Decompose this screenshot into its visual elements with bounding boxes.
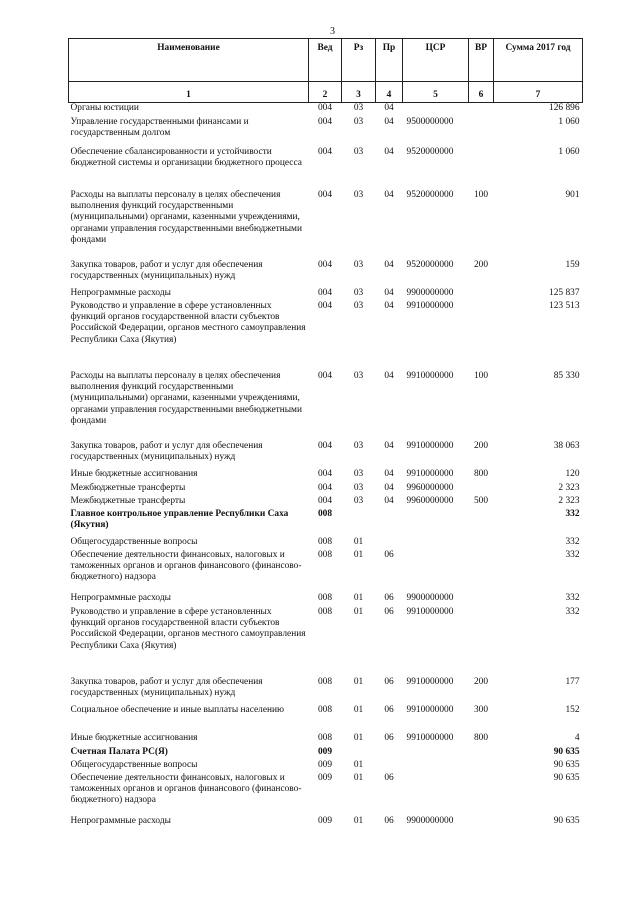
header-sum: Сумма 2017 год	[494, 39, 583, 82]
cell-sum: 2 323	[558, 482, 580, 493]
cell-vr	[469, 103, 494, 117]
cell-csr: 9960000000	[406, 482, 454, 493]
cell-ved: 008	[317, 508, 333, 519]
cell-pr: 04	[384, 468, 394, 479]
cell-csr: 9960000000	[406, 495, 454, 506]
table-row	[69, 733, 583, 747]
cell-vr	[469, 760, 494, 773]
cell-ved: 009	[317, 746, 333, 757]
cell-csr	[403, 747, 469, 760]
cell-name: Обеспечение деятельности финансовых, налоговых и таможенных органов и органов финансового (финансово-бюджетного) надзора	[70, 549, 302, 583]
table-row	[69, 483, 583, 496]
cell-pr: 04	[384, 300, 394, 311]
table-row	[69, 147, 583, 190]
cell-vr	[469, 147, 494, 190]
cell-csr: 9910000000	[406, 732, 454, 743]
cell-name: Непрограммные расходы	[70, 287, 171, 298]
cell-csr: 9520000000	[406, 189, 454, 200]
cell-vr: 800	[473, 468, 489, 479]
cell-ved: 004	[317, 287, 333, 298]
cell-csr: 9900000000	[406, 592, 454, 603]
cell-name: Иные бюджетные ассигнования	[70, 468, 198, 479]
cell-rz: 01	[353, 815, 364, 826]
cell-ved: 004	[317, 259, 333, 270]
table-row	[69, 260, 583, 288]
table-row	[69, 371, 583, 441]
cell-csr: 9910000000	[406, 468, 454, 479]
cell-name: Расходы на выплаты персоналу в целях обеспечения выполнения функций государственными (муниципальными) органами, казенными учреждениями, органами управления государственными внебюджетными фондами	[70, 189, 302, 246]
header-csr: ЦСР	[403, 39, 469, 82]
cell-sum: 901	[565, 189, 580, 200]
cell-ved: 009	[317, 815, 333, 826]
cell-vr: 800	[473, 732, 489, 743]
cell-vr: 100	[473, 370, 489, 381]
cell-pr	[376, 760, 403, 773]
cell-name: Руководство и управление в сфере установленных функций органов государственной власти субъектов Российской Федерации, органов местного самоуправления Республики Саха (Якутия)	[70, 606, 306, 651]
cell-vr: 200	[473, 259, 489, 270]
cell-rz: 01	[353, 676, 364, 687]
table-row	[69, 816, 583, 830]
cell-rz: 01	[353, 549, 364, 560]
cell-csr	[403, 509, 469, 537]
cell-csr	[403, 760, 469, 773]
cell-pr: 04	[384, 370, 394, 381]
cell-rz: 03	[353, 146, 364, 157]
cell-csr: 9910000000	[406, 606, 454, 617]
cell-name: Межбюджетные трансферты	[70, 495, 186, 506]
cell-csr	[403, 550, 469, 593]
cell-ved: 009	[317, 759, 333, 770]
table-row	[69, 190, 583, 260]
cell-sum: 90 635	[553, 815, 580, 826]
cell-name: Обеспечение сбалансированности и устойчивости бюджетной системы и организации бюджетного процесса	[70, 146, 302, 168]
table-row	[69, 760, 583, 773]
cell-name: Непрограммные расходы	[70, 592, 171, 603]
table-row	[69, 705, 583, 733]
cell-csr: 9910000000	[406, 704, 454, 715]
cell-ved: 004	[317, 440, 333, 451]
cell-ved: 004	[317, 103, 333, 113]
cell-rz: 03	[353, 300, 364, 311]
cell-name: Непрограммные расходы	[70, 815, 171, 826]
cell-csr: 9500000000	[406, 116, 454, 127]
cell-rz: 03	[353, 370, 364, 381]
table-row	[69, 496, 583, 509]
cell-pr: 04	[384, 440, 394, 451]
cell-name: Иные бюджетные ассигнования	[70, 732, 198, 743]
cell-sum: 177	[565, 676, 580, 687]
cell-sum: 90 635	[553, 759, 580, 770]
cell-name: Социальное обеспечение и иные выплаты населению	[70, 704, 285, 715]
cell-vr	[469, 537, 494, 550]
cell-ved: 004	[317, 300, 333, 311]
cell-pr: 06	[384, 732, 394, 743]
cell-ved: 004	[317, 146, 333, 157]
cell-ved: 008	[317, 606, 333, 617]
cell-rz: 01	[353, 592, 364, 603]
cell-pr: 06	[384, 772, 394, 783]
cell-csr: 9910000000	[406, 370, 454, 381]
table-body	[69, 103, 583, 830]
cell-sum: 126 896	[549, 103, 580, 113]
table-row	[69, 537, 583, 550]
cell-pr: 04	[384, 189, 394, 200]
cell-csr: 9910000000	[406, 300, 454, 311]
cell-vr	[469, 773, 494, 816]
cell-sum: 90 635	[553, 772, 580, 783]
cell-vr: 300	[473, 704, 489, 715]
cell-sum: 38 063	[553, 440, 580, 451]
header-number: 3	[342, 82, 376, 103]
header-row	[69, 39, 583, 82]
cell-name: Управление государственными финансами и государственным долгом	[70, 116, 249, 138]
cell-pr: 06	[384, 592, 394, 603]
header-vr: ВР	[469, 39, 494, 82]
cell-ved: 008	[317, 549, 333, 560]
cell-ved: 008	[317, 704, 333, 715]
cell-rz: 01	[353, 606, 364, 617]
cell-ved: 004	[317, 189, 333, 200]
table-row	[69, 607, 583, 677]
cell-sum: 123 513	[549, 300, 580, 311]
cell-name: Закупка товаров, работ и услуг для обеспечения государственных (муниципальных) нужд	[70, 440, 263, 462]
cell-sum: 2 323	[558, 495, 580, 506]
cell-pr	[376, 537, 403, 550]
table-row	[69, 469, 583, 483]
cell-pr: 04	[384, 259, 394, 270]
cell-vr: 200	[473, 440, 489, 451]
cell-rz: 03	[353, 468, 364, 479]
cell-vr	[469, 747, 494, 760]
cell-rz: 03	[353, 287, 364, 298]
cell-sum: 159	[565, 259, 580, 270]
cell-ved: 008	[317, 676, 333, 687]
cell-sum: 120	[565, 468, 580, 479]
cell-csr: 9900000000	[406, 815, 454, 826]
header-number: 6	[469, 82, 494, 103]
cell-sum: 332	[565, 508, 580, 519]
table-row	[69, 103, 583, 117]
cell-vr	[469, 301, 494, 371]
cell-pr: 04	[384, 103, 394, 113]
table-row	[69, 288, 583, 301]
cell-name: Органы юстиции	[70, 103, 139, 113]
cell-vr	[469, 816, 494, 830]
cell-ved: 004	[317, 468, 333, 479]
cell-sum: 1 060	[558, 146, 580, 157]
cell-name: Общегосударственные вопросы	[70, 759, 198, 770]
cell-name: Счетная Палата РС(Я)	[70, 746, 168, 757]
cell-vr	[469, 607, 494, 677]
table-row	[69, 301, 583, 371]
cell-pr: 06	[384, 606, 394, 617]
cell-pr: 04	[384, 495, 394, 506]
header-ved: Вед	[309, 39, 342, 82]
budget-table	[68, 38, 583, 830]
cell-rz: 03	[353, 495, 364, 506]
cell-vr: 200	[473, 676, 489, 687]
cell-rz	[342, 509, 376, 537]
table-row	[69, 593, 583, 607]
header-number: 7	[494, 82, 583, 103]
cell-csr	[403, 103, 469, 117]
cell-vr: 500	[473, 495, 489, 506]
cell-rz: 01	[353, 732, 364, 743]
cell-pr: 04	[384, 287, 394, 298]
cell-rz: 03	[353, 259, 364, 270]
header-pr: Пр	[376, 39, 403, 82]
cell-name: Обеспечение деятельности финансовых, налоговых и таможенных органов и органов финансового (финансово-бюджетного) надзора	[70, 772, 302, 806]
cell-sum: 125 837	[549, 287, 580, 298]
cell-sum: 4	[574, 732, 580, 743]
cell-rz	[342, 747, 376, 760]
cell-pr: 04	[384, 116, 394, 127]
cell-vr	[469, 593, 494, 607]
cell-pr: 06	[384, 676, 394, 687]
cell-name: Закупка товаров, работ и услуг для обеспечения государственных (муниципальных) нужд	[70, 676, 263, 698]
cell-csr: 9910000000	[406, 440, 454, 451]
cell-sum: 332	[565, 592, 580, 603]
cell-ved: 008	[317, 592, 333, 603]
header-rz: Рз	[342, 39, 376, 82]
cell-pr: 04	[384, 146, 394, 157]
header-number: 1	[69, 82, 309, 103]
cell-name: Межбюджетные трансферты	[70, 482, 186, 493]
cell-vr	[469, 288, 494, 301]
page-number: 3	[330, 26, 335, 37]
cell-vr	[469, 117, 494, 147]
table-row	[69, 117, 583, 147]
cell-ved: 009	[317, 772, 333, 783]
table-row	[69, 677, 583, 705]
cell-vr	[469, 509, 494, 537]
cell-csr	[403, 773, 469, 816]
cell-rz: 03	[353, 189, 364, 200]
cell-name: Закупка товаров, работ и услуг для обеспечения государственных (муниципальных) нужд	[70, 259, 263, 281]
cell-rz: 03	[353, 103, 364, 113]
cell-ved: 004	[317, 116, 333, 127]
cell-rz: 01	[353, 772, 364, 783]
cell-pr: 06	[384, 815, 394, 826]
cell-rz: 03	[353, 440, 364, 451]
cell-csr: 9520000000	[406, 259, 454, 270]
header-name: Наименование	[69, 39, 309, 82]
cell-sum: 332	[565, 606, 580, 617]
cell-vr: 100	[473, 189, 489, 200]
cell-sum: 152	[565, 704, 580, 715]
cell-vr	[469, 483, 494, 496]
cell-pr: 06	[384, 704, 394, 715]
header-number: 5	[403, 82, 469, 103]
cell-csr: 9900000000	[406, 287, 454, 298]
cell-rz: 01	[353, 536, 364, 547]
cell-name: Общегосударственные вопросы	[70, 536, 198, 547]
cell-name: Расходы на выплаты персоналу в целях обеспечения выполнения функций государственными (муниципальными) органами, казенными учреждениями, органами управления государственными внебюджетными фондами	[70, 370, 302, 427]
cell-name: Главное контрольное управление Республики Саха (Якутия)	[70, 508, 289, 530]
cell-csr: 9910000000	[406, 676, 454, 687]
cell-vr	[469, 550, 494, 593]
cell-sum: 332	[565, 549, 580, 560]
header-number: 4	[376, 82, 403, 103]
cell-rz: 01	[353, 759, 364, 770]
header-number: 2	[309, 82, 342, 103]
cell-pr: 04	[384, 482, 394, 493]
cell-pr: 06	[384, 549, 394, 560]
table-row	[69, 747, 583, 760]
header-number-row	[69, 82, 583, 103]
cell-sum: 90 635	[553, 746, 580, 757]
table-row	[69, 441, 583, 469]
cell-rz: 03	[353, 116, 364, 127]
cell-sum: 85 330	[553, 370, 580, 381]
cell-ved: 004	[317, 370, 333, 381]
cell-sum: 1 060	[558, 116, 580, 127]
cell-ved: 004	[317, 482, 333, 493]
table-row	[69, 550, 583, 593]
cell-pr	[376, 509, 403, 537]
cell-rz: 03	[353, 482, 364, 493]
cell-name: Руководство и управление в сфере установленных функций органов государственной власти субъектов Российской Федерации, органов местного самоуправления Республики Саха (Якутия)	[70, 300, 306, 345]
cell-ved: 008	[317, 732, 333, 743]
cell-pr	[376, 747, 403, 760]
cell-ved: 008	[317, 536, 333, 547]
cell-csr: 9520000000	[406, 146, 454, 157]
cell-sum: 332	[565, 536, 580, 547]
table-row	[69, 773, 583, 816]
cell-ved: 004	[317, 495, 333, 506]
cell-rz: 01	[353, 704, 364, 715]
table-row	[69, 509, 583, 537]
cell-csr	[403, 537, 469, 550]
